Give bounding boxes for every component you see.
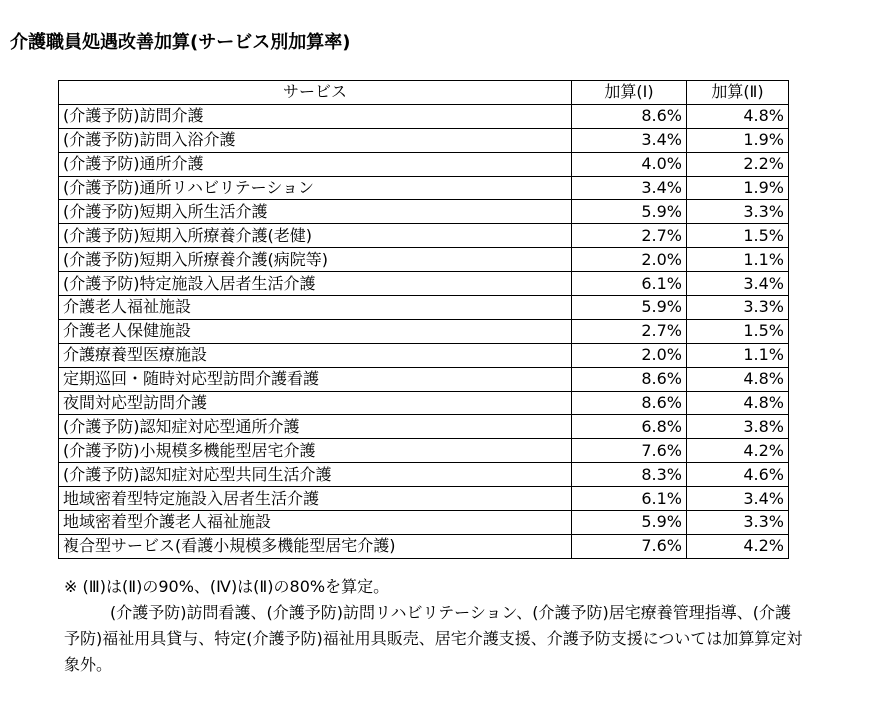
rate-2-cell: 3.4%	[687, 487, 789, 511]
table-row	[59, 296, 789, 320]
rate-1-cell: 5.9%	[572, 511, 687, 535]
rate-1-cell: 2.7%	[572, 224, 687, 248]
service-name-cell: (介護予防)小規模多機能型居宅介護	[59, 439, 572, 463]
table-header-row	[59, 81, 789, 105]
rate-2-cell: 4.2%	[687, 534, 789, 558]
rate-2-cell: 4.8%	[687, 104, 789, 128]
rate-1-cell: 8.3%	[572, 463, 687, 487]
rate-2-cell: 3.3%	[687, 296, 789, 320]
rate-1-cell: 5.9%	[572, 200, 687, 224]
rate-1-cell: 8.6%	[572, 391, 687, 415]
header-rate-1: 加算(Ⅰ)	[572, 81, 687, 105]
rate-2-cell: 3.3%	[687, 200, 789, 224]
service-name-cell: (介護予防)訪問入浴介護	[59, 128, 572, 152]
rate-1-cell: 3.4%	[572, 128, 687, 152]
service-name-cell: (介護予防)特定施設入居者生活介護	[59, 272, 572, 296]
rate-1-cell: 2.0%	[572, 343, 687, 367]
service-name-cell: 地域密着型特定施設入居者生活介護	[59, 487, 572, 511]
table-row	[59, 415, 789, 439]
rate-1-cell: 2.7%	[572, 319, 687, 343]
service-name-cell: 複合型サービス(看護小規模多機能型居宅介護)	[59, 534, 572, 558]
table-row	[59, 272, 789, 296]
service-name-cell: (介護予防)通所介護	[59, 152, 572, 176]
rate-1-cell: 7.6%	[572, 534, 687, 558]
rate-1-cell: 2.0%	[572, 248, 687, 272]
rate-1-cell: 5.9%	[572, 296, 687, 320]
table-row	[59, 319, 789, 343]
rate-1-cell: 4.0%	[572, 152, 687, 176]
rate-2-cell: 3.8%	[687, 415, 789, 439]
service-name-cell: 介護老人保健施設	[59, 319, 572, 343]
service-rate-table	[58, 80, 789, 559]
rate-1-cell: 6.8%	[572, 415, 687, 439]
rate-2-cell: 1.1%	[687, 343, 789, 367]
footnotes	[64, 574, 804, 678]
table-row	[59, 463, 789, 487]
rate-2-cell: 1.5%	[687, 224, 789, 248]
table-row	[59, 439, 789, 463]
service-name-cell: (介護予防)通所リハビリテーション	[59, 176, 572, 200]
service-name-cell: (介護予防)認知症対応型通所介護	[59, 415, 572, 439]
table-row	[59, 224, 789, 248]
service-name-cell: 介護老人福祉施設	[59, 296, 572, 320]
table-row	[59, 200, 789, 224]
rate-2-cell: 4.8%	[687, 367, 789, 391]
table-row	[59, 248, 789, 272]
table-row	[59, 487, 789, 511]
rate-2-cell: 1.9%	[687, 128, 789, 152]
rate-1-cell: 6.1%	[572, 272, 687, 296]
service-name-cell: 定期巡回・随時対応型訪問介護看護	[59, 367, 572, 391]
table-row	[59, 152, 789, 176]
rate-1-cell: 6.1%	[572, 487, 687, 511]
service-name-cell: 夜間対応型訪問介護	[59, 391, 572, 415]
rate-2-cell: 3.3%	[687, 511, 789, 535]
table-row	[59, 176, 789, 200]
service-name-cell: (介護予防)認知症対応型共同生活介護	[59, 463, 572, 487]
table-row	[59, 534, 789, 558]
rate-2-cell: 3.4%	[687, 272, 789, 296]
header-service: サービス	[59, 81, 572, 105]
rate-2-cell: 1.5%	[687, 319, 789, 343]
rate-1-cell: 8.6%	[572, 104, 687, 128]
service-name-cell: (介護予防)短期入所生活介護	[59, 200, 572, 224]
rate-2-cell: 1.1%	[687, 248, 789, 272]
rate-1-cell: 8.6%	[572, 367, 687, 391]
table-row	[59, 343, 789, 367]
table-row	[59, 391, 789, 415]
page-title: 介護職員処遇改善加算(サービス別加算率)	[10, 32, 351, 53]
rate-1-cell: 3.4%	[572, 176, 687, 200]
rate-2-cell: 2.2%	[687, 152, 789, 176]
rate-1-cell: 7.6%	[572, 439, 687, 463]
table-row	[59, 367, 789, 391]
service-name-cell: 地域密着型介護老人福祉施設	[59, 511, 572, 535]
service-name-cell: 介護療養型医療施設	[59, 343, 572, 367]
footnote-sub: (介護予防)訪問看護、(介護予防)訪問リハビリテーション、(介護予防)居宅療養管理指導、(介護予防)福祉用具貸与、特定(介護予防)福祉用具販売、居宅介護支援、介護予防支援については加算算定対象外。	[64, 603, 803, 674]
rate-2-cell: 4.8%	[687, 391, 789, 415]
table-row	[59, 511, 789, 535]
service-name-cell: (介護予防)短期入所療養介護(病院等)	[59, 248, 572, 272]
rate-2-cell: 1.9%	[687, 176, 789, 200]
table-row	[59, 128, 789, 152]
rate-2-cell: 4.2%	[687, 439, 789, 463]
service-name-cell: (介護予防)短期入所療養介護(老健)	[59, 224, 572, 248]
table-body	[59, 104, 789, 558]
footnote-main: ※ (Ⅲ)は(Ⅱ)の90%、(Ⅳ)は(Ⅱ)の80%を算定。	[64, 577, 390, 596]
table-row	[59, 104, 789, 128]
service-name-cell: (介護予防)訪問介護	[59, 104, 572, 128]
header-rate-2: 加算(Ⅱ)	[687, 81, 789, 105]
rate-2-cell: 4.6%	[687, 463, 789, 487]
